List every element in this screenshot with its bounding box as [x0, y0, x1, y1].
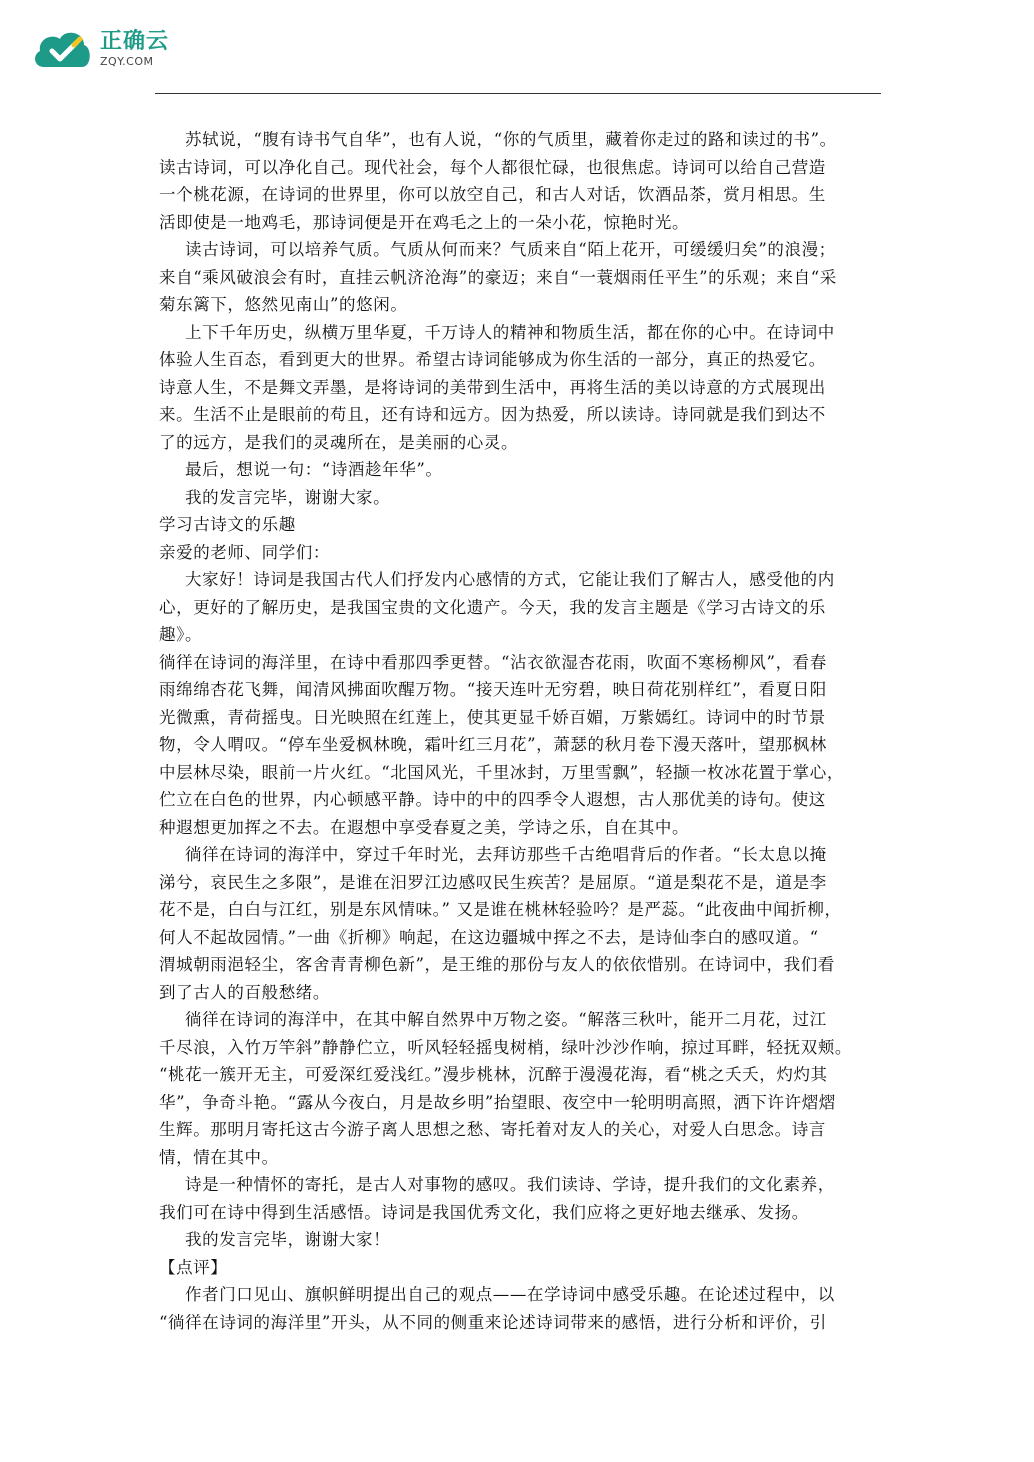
document-body — [159, 126, 889, 1336]
text-line: 涕兮，哀民生之多限”，是谁在汨罗江边感叹民生疾苦？是屈原。“道是梨花不是，道是李 — [159, 872, 827, 892]
logo-domain: ZQY.COM — [100, 55, 154, 68]
text-line: 徜徉在诗词的海洋里，在诗中看那四季更替。“沾衣欲湿杏花雨，吹面不寒杨柳风”，看春 — [159, 652, 827, 672]
text-line: 读古诗词，可以培养气质。气质从何而来？气质来自“陌上花开，可缓缓归矣”的浪漫； — [185, 240, 836, 259]
text-line: 诗是一种情怀的寄托，是古人对事物的感叹。我们读诗、学诗，提升我们的文化素养， — [185, 1175, 835, 1194]
text-line: 光微熏，青荷摇曳。日光映照在红莲上，使其更显千娇百媚，万紫嫣红。诗词中的时节景 — [159, 707, 826, 727]
text-line: 作者门口见山、旗帜鲜明提出自己的观点——在学诗词中感受乐趣。在论述过程中，以 — [185, 1285, 835, 1304]
text-line: 物，令人喟叹。“停车坐爱枫林晚，霜叶红三月花”，萧瑟的秋月卷下漫天落叶，望那枫林 — [159, 735, 827, 754]
text-line: 徜徉在诗词的海洋中，穿过千年时光，去拜访那些千古绝唱背后的作者。“长太息以掩 — [185, 845, 827, 864]
text-line: 我的发言完毕，谢谢大家！ — [185, 1230, 391, 1249]
text-line: 生辉。那明月寄托这古今游子离人思想之愁、寄托着对友人的关心，对爱人白思念。诗言 — [159, 1120, 826, 1139]
text-line: 菊东篱下，悠然见南山”的悠闲。 — [159, 295, 408, 314]
text-line: “徜徉在诗词的海洋里”开头，从不同的侧重来论述诗词带来的感悟，进行分析和评价，引 — [159, 1312, 827, 1332]
text-line: 学习古诗文的乐趣 — [159, 515, 296, 534]
text-line: 上下千年历史，纵横万里华夏，千万诗人的精神和物质生活，都在你的心中。在诗词中 — [185, 322, 835, 342]
text-line: 亲爱的老师、同学们： — [159, 542, 330, 562]
text-line: “桃花一簇开无主，可爱深红爱浅红。”漫步桃林，沉醉于漫漫花海，看“桃之夭夭，灼灼其 — [159, 1065, 828, 1084]
text-line: 大家好！诗词是我国古代人们抒发内心感情的方式，它能让我们了解古人，感受他的内 — [185, 570, 835, 589]
text-line: 徜徉在诗词的海洋中，在其中解自然界中万物之姿。“解落三秋叶，能开二月花，过江 — [185, 1010, 827, 1029]
text-line: 一个桃花源，在诗词的世界里，你可以放空自己，和古人对话，饮酒品茶，赏月相思。生 — [159, 185, 826, 204]
text-line: 了的远方，是我们的灵魂所在，是美丽的心灵。 — [159, 432, 519, 452]
text-line: 趣》。 — [159, 625, 203, 644]
text-line: 种遐想更加挥之不去。在遐想中享受春夏之美，学诗之乐，自在其中。 — [159, 817, 690, 837]
text-line: 最后，想说一句：“诗酒趁年华”。 — [185, 460, 443, 479]
text-line: 来自“乘风破浪会有时，直挂云帆济沧海”的豪迈；来自“一蓑烟雨任平生”的乐观；来自“采 — [159, 267, 837, 287]
text-line: 何人不起故园情。”一曲《折柳》响起，在这边疆城中挥之不去，是诗仙李白的感叹道。“ — [159, 927, 819, 947]
text-line: 读古诗词，可以净化自己。现代社会，每个人都很忙碌，也很焦虑。诗词可以给自己营造 — [159, 157, 826, 177]
text-line: 诗意人生，不是舞文弄墨，是将诗词的美带到生活中，再将生活的美以诗意的方式展现出 — [159, 377, 826, 397]
logo-text — [100, 31, 169, 67]
text-line: 华”，争奇斗艳。“露从今夜白，月是故乡明”抬望眼、夜空中一轮明明高照，洒下许许熠熠 — [159, 1092, 836, 1112]
site-logo — [30, 24, 169, 74]
text-line: 苏轼说，“腹有诗书气自华”，也有人说，“你的气质里，藏着你走过的路和读过的书”。 — [185, 130, 837, 149]
text-line: 伫立在白色的世界，内心顿感平静。诗中的中的四季令人遐想，古人那优美的诗句。使这 — [159, 790, 826, 809]
text-line: 【点评】 — [159, 1257, 228, 1277]
text-line: 我们可在诗中得到生活感悟。诗词是我国优秀文化，我们应将之更好地去继承、发扬。 — [159, 1202, 809, 1222]
text-line: 体验人生百态，看到更大的世界。希望古诗词能够成为你生活的一部分，真正的热爱它。 — [159, 350, 826, 369]
cloud-check-icon — [30, 25, 94, 73]
text-line: 来。生活不止是眼前的苟且，还有诗和远方。因为热爱，所以读诗。诗同就是我们到达不 — [159, 405, 826, 424]
logo-name: 正确云 — [100, 29, 170, 54]
text-line: 情，情在其中。 — [159, 1147, 279, 1167]
text-line: 心，更好的了解历史，是我国宝贵的文化遗产。今天，我的发言主题是《学习古诗文的乐 — [159, 597, 826, 617]
text-line: 渭城朝雨浥轻尘，客舍青青柳色新”，是王维的那份与友人的依依惜别。在诗词中，我们看 — [159, 955, 835, 974]
text-line: 花不是，白白与江红，别是东风情味。” 又是谁在桃林轻验吟？是严蕊。“此夜曲中闻折柳， — [159, 900, 842, 919]
text-line: 千尽浪，入竹万竿斜”静静伫立，听风轻轻摇曳树梢，绿叶沙沙作响，掠过耳畔，轻抚双颊。 — [159, 1037, 853, 1057]
header-divider — [155, 93, 881, 94]
text-line: 我的发言完毕，谢谢大家。 — [185, 487, 391, 507]
text-line: 活即使是一地鸡毛，那诗词便是开在鸡毛之上的一朵小花，惊艳时光。 — [159, 212, 690, 232]
text-line: 中层林尽染，眼前一片火红。“北国风光，千里冰封，万里雪飘”，轻撷一枚冰花置于掌心， — [159, 762, 844, 782]
text-line: 到了古人的百般愁绪。 — [159, 982, 330, 1002]
text-line: 雨绵绵杏花飞舞，闻清风拂面吹醒万物。“接天连叶无穷碧，映日荷花别样红”，看夏日阳 — [159, 680, 827, 699]
